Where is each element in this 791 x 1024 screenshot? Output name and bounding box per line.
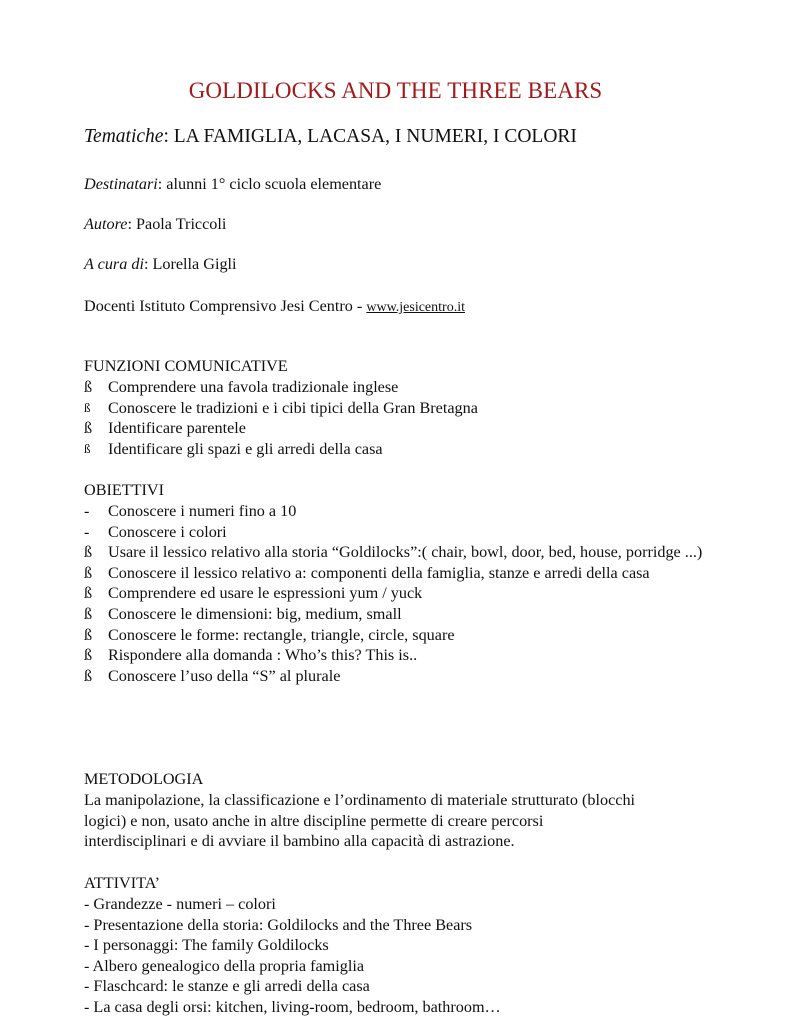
paragraph-line: logici) e non, usato anche in altre discipline permette di creare percorsi — [84, 811, 544, 830]
bullet-marker: ß — [84, 563, 93, 582]
list-item: - Albero genealogico della propria famiglia — [84, 956, 365, 975]
list-item: - La casa degli orsi: kitchen, living-room, bedroom, bathroom… — [84, 997, 501, 1016]
list-item-text: Identificare gli spazi e gli arredi della casa — [108, 439, 383, 458]
tematiche-label: Tematiche — [84, 126, 164, 147]
bullet-marker: ß — [84, 646, 93, 665]
bullet-marker: ß — [84, 399, 91, 415]
destinatari-label: Destinatari — [84, 175, 158, 193]
list-item — [84, 418, 708, 439]
list-item-text: Conoscere i numeri fino a 10 — [108, 502, 297, 520]
tematiche-value: : LA FAMIGLIA, LACASA, I NUMERI, I COLORI — [163, 126, 577, 147]
docenti-line — [84, 296, 465, 318]
a-cura-line — [84, 254, 237, 275]
list-item — [84, 398, 708, 419]
a-cura-value: : Lorella Gigli — [143, 255, 237, 273]
list-item — [84, 522, 708, 543]
autore-value: : Paola Triccoli — [127, 215, 227, 233]
obiettivi-heading: OBIETTIVI — [84, 481, 165, 499]
obiettivi-list — [84, 501, 708, 686]
list-item-text: Identificare parentele — [108, 419, 246, 438]
list-item-text: Usare il lessico relativo alla storia “Goldilocks”:( chair, bowl, door, bed, house, porridge ...) — [108, 543, 703, 562]
list-item-text: Conoscere i colori — [108, 522, 227, 541]
website-link[interactable]: www.jesicentro.it — [366, 300, 465, 315]
a-cura-label: A cura di — [84, 255, 144, 273]
metodologia-paragraph — [84, 790, 712, 852]
bullet-marker: ß — [84, 378, 93, 396]
destinatari-line — [84, 174, 381, 195]
list-item: - Presentazione della storia: Goldilocks and the Three Bears — [84, 915, 473, 934]
bullet-marker: ß — [84, 419, 93, 438]
list-item — [84, 377, 708, 398]
list-item — [84, 583, 708, 604]
paragraph-line: interdisciplinari e di avviare il bambino alla capacità di astrazione. — [84, 832, 515, 851]
metodologia-heading: METODOLOGIA — [84, 770, 204, 788]
list-item — [84, 542, 708, 563]
funzioni-list — [84, 377, 708, 459]
bullet-marker: ß — [84, 625, 93, 644]
list-item-text: Rispondere alla domanda : Who’s this? This is.. — [108, 646, 418, 665]
autore-label: Autore — [84, 215, 128, 233]
list-item-text: Conoscere le dimensioni: big, medium, small — [108, 604, 402, 623]
dash-marker: - — [84, 522, 90, 541]
bullet-marker: ß — [84, 604, 93, 623]
bullet-marker: ß — [84, 584, 93, 603]
docenti-text: Docenti Istituto Comprensivo Jesi Centro - — [84, 297, 367, 315]
list-item-text: Comprendere ed usare le espressioni yum / yuck — [108, 584, 423, 603]
list-item — [84, 604, 708, 625]
list-item — [84, 645, 708, 666]
attivita-list — [84, 894, 712, 1018]
list-item-text: Comprendere una favola tradizionale inglese — [108, 378, 399, 396]
list-item — [84, 563, 708, 584]
list-item-text: Conoscere il lessico relativo a: componenti della famiglia, stanze e arredi della casa — [108, 563, 650, 582]
attivita-heading: ATTIVITA’ — [84, 874, 161, 892]
dash-marker: - — [84, 502, 90, 520]
document-title: GOLDILOCKS AND THE THREE BEARS — [188, 78, 603, 103]
bullet-marker: ß — [84, 440, 91, 456]
paragraph-line: La manipolazione, la classificazione e l’ordinamento di materiale strutturato (blocchi — [84, 791, 636, 809]
tematiche-line — [84, 126, 577, 147]
list-item — [84, 501, 708, 522]
list-item: - I personaggi: The family Goldilocks — [84, 936, 329, 955]
list-item — [84, 439, 708, 460]
funzioni-heading: FUNZIONI COMUNICATIVE — [84, 357, 288, 375]
bullet-marker: ß — [84, 666, 93, 685]
autore-line — [84, 214, 226, 235]
list-item-text: Conoscere le tradizioni e i cibi tipici della Gran Bretagna — [108, 398, 478, 417]
list-item — [84, 625, 708, 646]
list-item-text: Conoscere le forme: rectangle, triangle, circle, square — [108, 625, 455, 644]
destinatari-value: : alunni 1° ciclo scuola elementare — [157, 175, 382, 193]
list-item — [84, 666, 708, 687]
list-item: - Grandezze - numeri – colori — [84, 895, 276, 913]
bullet-marker: ß — [84, 543, 93, 562]
list-item: - Flaschcard: le stanze e gli arredi della casa — [84, 977, 370, 996]
list-item-text: Conoscere l’uso della “S” al plurale — [108, 666, 341, 685]
